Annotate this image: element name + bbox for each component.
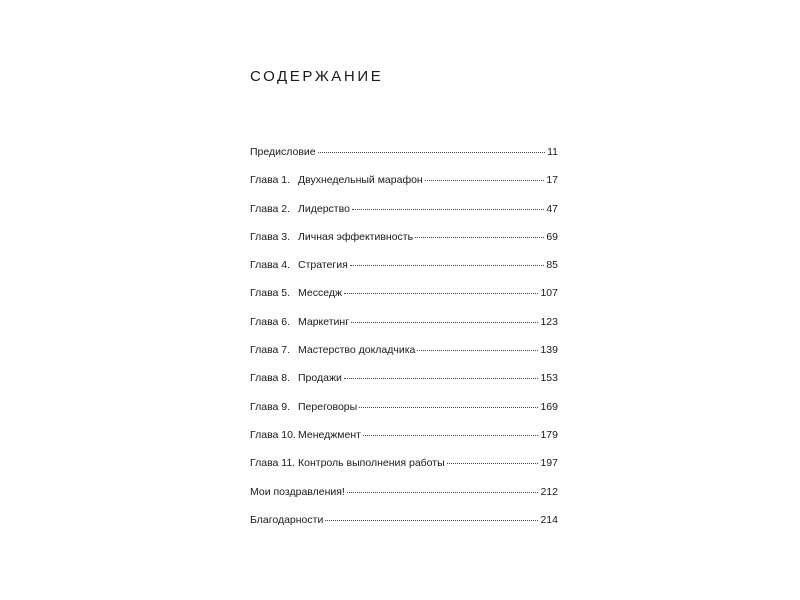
chapter-number: Глава 10. [250,428,296,441]
chapter-number: Глава 7. [250,344,291,357]
dot-leader [447,463,539,464]
toc-entry-title: Контроль выполнения работы [298,457,445,470]
dot-leader [415,237,544,238]
toc-page-number: 17 [546,174,558,187]
toc-entry-acknowledgements[interactable] [250,514,558,542]
toc-page-number: 153 [540,372,558,385]
toc-page-number: 214 [540,513,558,526]
toc-page-number: 69 [546,230,558,243]
dot-leader [344,378,539,379]
toc-entry-title: Менеджмент [298,428,361,441]
page-title: СОДЕРЖАНИЕ [250,68,384,85]
toc-page-number: 212 [540,485,558,498]
toc-page-number: 11 [547,146,558,158]
dot-leader [417,350,538,351]
chapter-number: Глава 1. [250,174,291,187]
toc-entry-chapter-7[interactable] [250,344,558,372]
toc-entry-chapter-5[interactable] [250,287,558,315]
toc-entry-chapter-6[interactable] [250,316,558,344]
toc-entry-title: Месседж [298,287,342,300]
toc-page-number: 169 [540,400,558,413]
toc-entry-chapter-9[interactable] [250,401,558,429]
dot-leader [325,520,538,521]
toc-entry-chapter-3[interactable] [250,231,558,259]
chapter-number: Глава 6. [250,315,291,328]
toc-entry-title: Маркетинг [298,315,350,328]
toc-entry-title: Благодарности [250,513,324,526]
toc-entry-title: Продажи [298,372,342,385]
toc-entry-title: Мастерство докладчика [298,344,416,357]
toc-entry-preface[interactable] [250,146,558,174]
dot-leader [352,209,544,210]
dot-leader [351,322,538,323]
toc-entry-chapter-10[interactable] [250,429,558,457]
toc-entry-congratulations[interactable] [250,486,558,514]
toc-entry-chapter-4[interactable] [250,259,558,287]
chapter-number: Глава 4. [250,259,291,272]
chapter-number: Глава 11. [250,457,296,470]
dot-leader [359,407,538,408]
dot-leader [347,492,539,493]
toc-entry-title: Личная эффективность [298,230,414,243]
toc-page-number: 107 [540,287,558,300]
toc-entry-title: Стратегия [298,259,348,272]
dot-leader [344,293,539,294]
book-page [250,0,560,600]
toc-entry-chapter-2[interactable] [250,203,558,231]
toc-entry-title: Предисловие [250,146,316,158]
toc-page-number: 179 [540,428,558,441]
chapter-number: Глава 3. [250,230,291,243]
toc-page-number: 47 [546,202,558,215]
toc-entry-chapter-8[interactable] [250,372,558,400]
toc-page-number: 123 [540,315,558,328]
toc-page-number: 139 [540,344,558,357]
chapter-number: Глава 9. [250,400,291,413]
toc-entry-title: Двухнедельный марафон [298,174,423,187]
toc-entry-title: Мои поздравления! [250,485,345,498]
dot-leader [425,180,545,181]
toc-entry-title: Переговоры [298,400,358,413]
toc-page-number: 197 [540,457,558,470]
toc-entry-title: Лидерство [298,202,350,215]
toc-entry-chapter-1[interactable] [250,174,558,202]
dot-leader [318,152,545,153]
dot-leader [350,265,545,266]
dot-leader [363,435,539,436]
chapter-number: Глава 5. [250,287,291,300]
toc-entry-chapter-11[interactable] [250,457,558,485]
chapter-number: Глава 2. [250,202,291,215]
toc-page-number: 85 [546,259,558,272]
chapter-number: Глава 8. [250,372,291,385]
table-of-contents [250,146,558,542]
